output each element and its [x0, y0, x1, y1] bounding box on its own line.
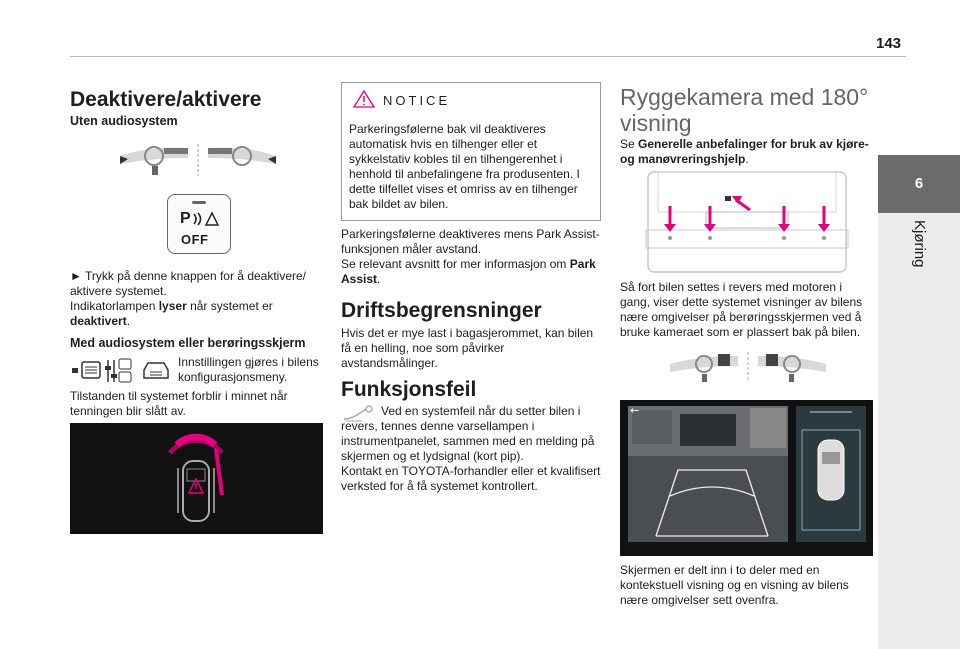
heading-limitations: Driftsbegrensninger: [341, 299, 542, 322]
section-title: Deaktivere/aktivere: [70, 88, 262, 111]
para-memory: Tilstanden til systemet forblir i minnet når tenningen blir slått av.: [70, 389, 288, 418]
indicator-lamp: [192, 201, 206, 204]
para-park-assist: Parkeringsfølerne deaktiveres mens Park Assist-funksjonen måler avstand. Se relevant avsnitt for mer informasjon om Park Assist.: [341, 227, 600, 286]
page-number: 143: [876, 35, 902, 52]
dashboard-screen-icon: [668, 352, 828, 384]
park-symbol: P: [180, 210, 191, 227]
vehicle-rear-camera-image: [640, 170, 854, 274]
para-recommendations: Se Generelle anbefalinger for bruk av kjøre- og manøvreringshjelp.: [620, 137, 869, 166]
header-divider: [70, 56, 906, 57]
dashboard-location-icon: [118, 142, 278, 178]
sensor-display-image: [70, 423, 323, 534]
para-limitations: Hvis det er mye last i bagasjerommet, kan bilen få en helling, noe som påvirker avstandsmålinger.: [341, 326, 594, 370]
subtitle-no-audio: Uten audiosystem: [70, 114, 178, 128]
para-deactivate: ► Trykk på denne knappen for å deaktivere/ aktivere systemet. Indikatorlampen lyser når systemet er deaktivert.: [70, 269, 307, 328]
subtitle-audio: Med audiosystem eller berøringsskjerm: [70, 336, 306, 350]
para-camera-activation: Så fort bilen settes i revers med motoren i gang, viser dette systemet visninger av bilens nære omgivelser på berøringsskjermen ved å bruke kameraet som er plassert bak på bilen.: [620, 280, 863, 339]
off-label: OFF: [181, 232, 209, 247]
warning-triangle-icon: [352, 89, 376, 109]
settings-text: Innstillingen gjøres i bilens konfigurasjonsmeny.: [178, 355, 319, 384]
camera-icon: [725, 196, 731, 201]
camera-title: Ryggekamera med 180° visning: [620, 84, 869, 136]
camera-display-image: [620, 400, 873, 556]
heading-malfunction: Funksjonsfeil: [341, 378, 477, 401]
park-sensor-off-button[interactable]: [167, 194, 231, 254]
notice-body: Parkeringsfølerne bak vil deaktiveres automatisk hvis en tilhenger eller et sykkelstativ kobles til en tilhengerenhet i henhold til anbefalingene fra produsenten. I dette tilfellet vises et omriss av en tilhenger bak bildet av bilen.: [349, 122, 580, 211]
chapter-tab[interactable]: 6: [878, 155, 960, 213]
chapter-label: Kjøring: [911, 220, 928, 268]
notice-title: NOTICE: [383, 93, 451, 108]
car-topview-icon: [70, 423, 323, 534]
para-malfunction: Ved en systemfeil når du setter bilen i revers, tennes denne varsellampen i instrumentpanelet, sammen med en melding på skjermen og et lydsignal (kort pip). Kontakt en TOYOTA-forhandler eller et kvalifisert verksted for å få systemet kontrollert.: [341, 404, 601, 493]
sensor-waves-icon: [192, 210, 220, 228]
back-arrow-icon: ←: [630, 404, 640, 417]
para-split-screen: Skjermen er delt inn i to deler med en kontekstuell visning og en visning av bilens nære omgivelser sett ovenfra.: [620, 563, 849, 607]
settings-menu-icon: [72, 356, 172, 386]
